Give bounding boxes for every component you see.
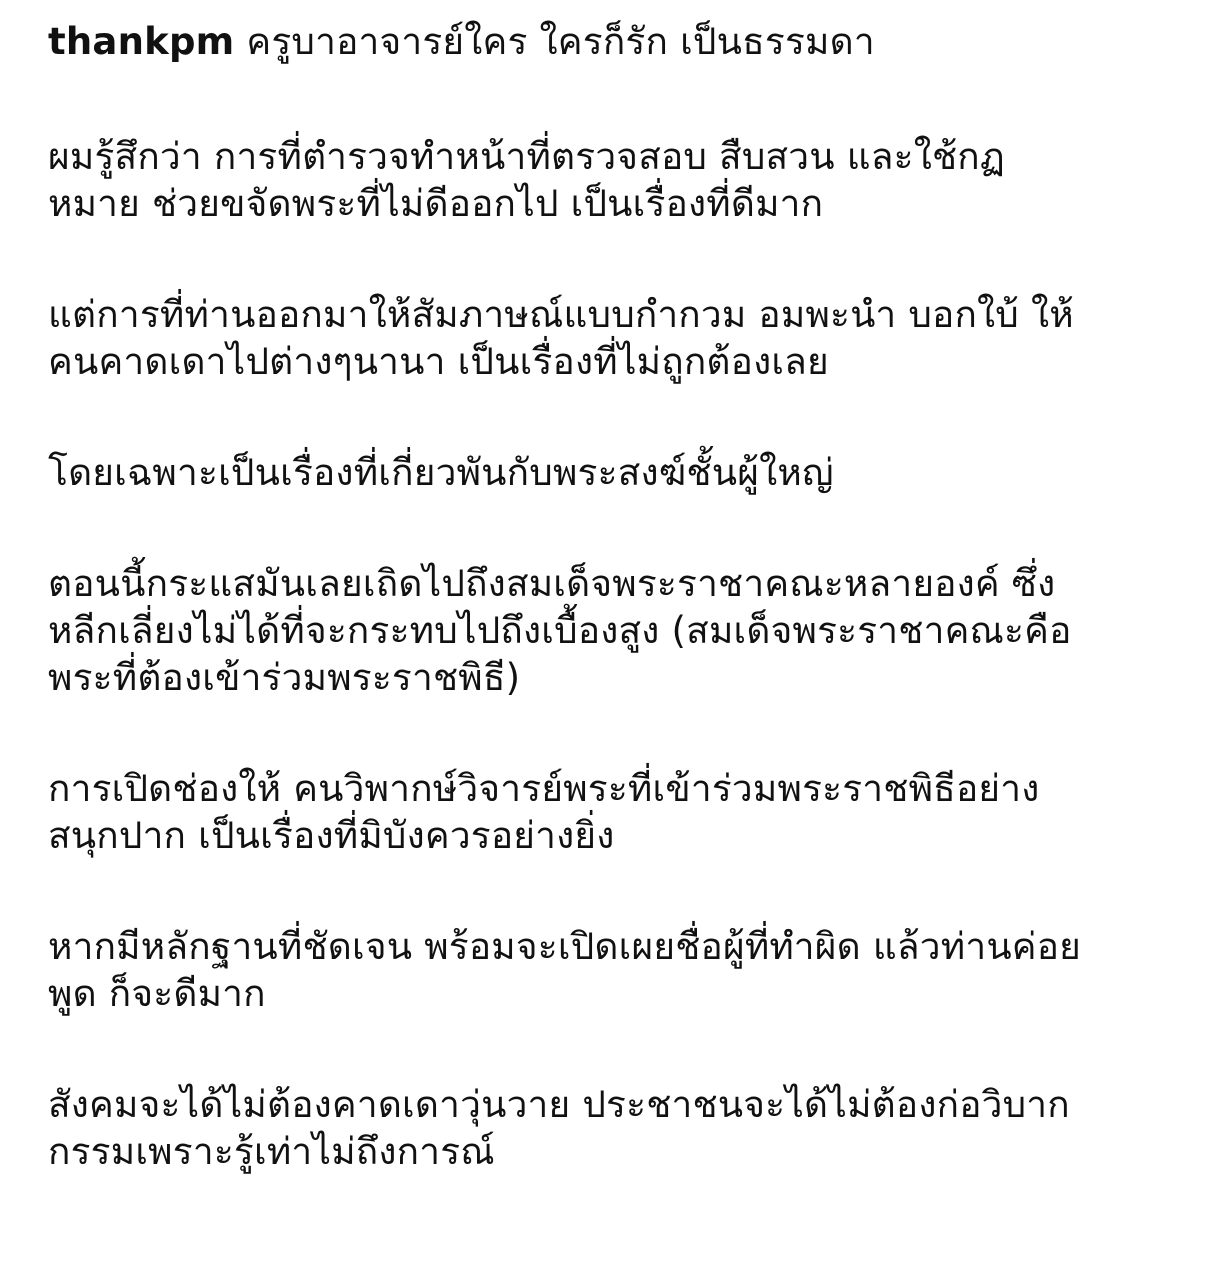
caption-line: การเปิดช่องให้ คนวิพากษ์วิจารย์พระที่เข้าร่วมพระราชพิธีอย่าง [48, 767, 1040, 810]
caption-line [48, 18, 1168, 65]
caption-line: โดยเฉพาะเป็นเรื่องที่เกี่ยวพันกับพระสงฆ์ชั้นผู้ใหญ่ [48, 451, 834, 494]
caption-line: กรรมเพราะรู้เท่าไม่ถึงการณ์ [48, 1130, 495, 1173]
caption-line: แต่การที่ท่านออกมาให้สัมภาษณ์แบบกำกวม อมพะนำ บอกใบ้ ให้ [48, 293, 1074, 336]
caption-line: หากมีหลักฐานที่ชัดเจน พร้อมจะเปิดเผยชื่อผู้ที่ทำผิด แล้วท่านค่อย [48, 925, 1082, 968]
caption-paragraph [48, 765, 1168, 859]
caption-paragraph [48, 133, 1168, 227]
caption-line: ตอนนี้กระแสมันเลยเถิดไปถึงสมเด็จพระราชาคณะหลายองค์ ซึ่ง [48, 562, 1056, 605]
post-caption [48, 18, 1168, 1239]
caption-paragraph [48, 291, 1168, 385]
caption-line: หมาย ช่วยขจัดพระที่ไม่ดีออกไป เป็นเรื่องที่ดีมาก [48, 182, 824, 225]
caption-line: คนคาดเดาไปต่างๆนานา เป็นเรื่องที่ไม่ถูกต้องเลย [48, 340, 829, 383]
caption-paragraph [48, 449, 1168, 496]
caption-line: พระที่ต้องเข้าร่วมพระราชพิธี) [48, 656, 521, 699]
username-link[interactable]: thankpm [48, 20, 235, 63]
caption-paragraph [48, 1081, 1168, 1175]
caption-text: ครูบาอาจารย์ใคร ใครก็รัก เป็นธรรมดา [246, 20, 875, 63]
caption-line: หลีกเลี่ยงไม่ได้ที่จะกระทบไปถึงเบื้องสูง (สมเด็จพระราชาคณะคือ [48, 609, 1072, 652]
caption-line: สนุกปาก เป็นเรื่องที่มิบังควรอย่างยิ่ง [48, 814, 615, 857]
caption-paragraph [48, 560, 1168, 701]
caption-line: สังคมจะได้ไม่ต้องคาดเดาวุ่นวาย ประชาชนจะได้ไม่ต้องก่อวิบาก [48, 1083, 1070, 1126]
caption-line: พูด ก็จะดีมาก [48, 972, 266, 1015]
caption-first-paragraph [48, 18, 1168, 65]
caption-line: ผมรู้สึกว่า การที่ตำรวจทำหน้าที่ตรวจสอบ สืบสวน และใช้กฏ [48, 135, 1005, 178]
caption-paragraph [48, 923, 1168, 1017]
